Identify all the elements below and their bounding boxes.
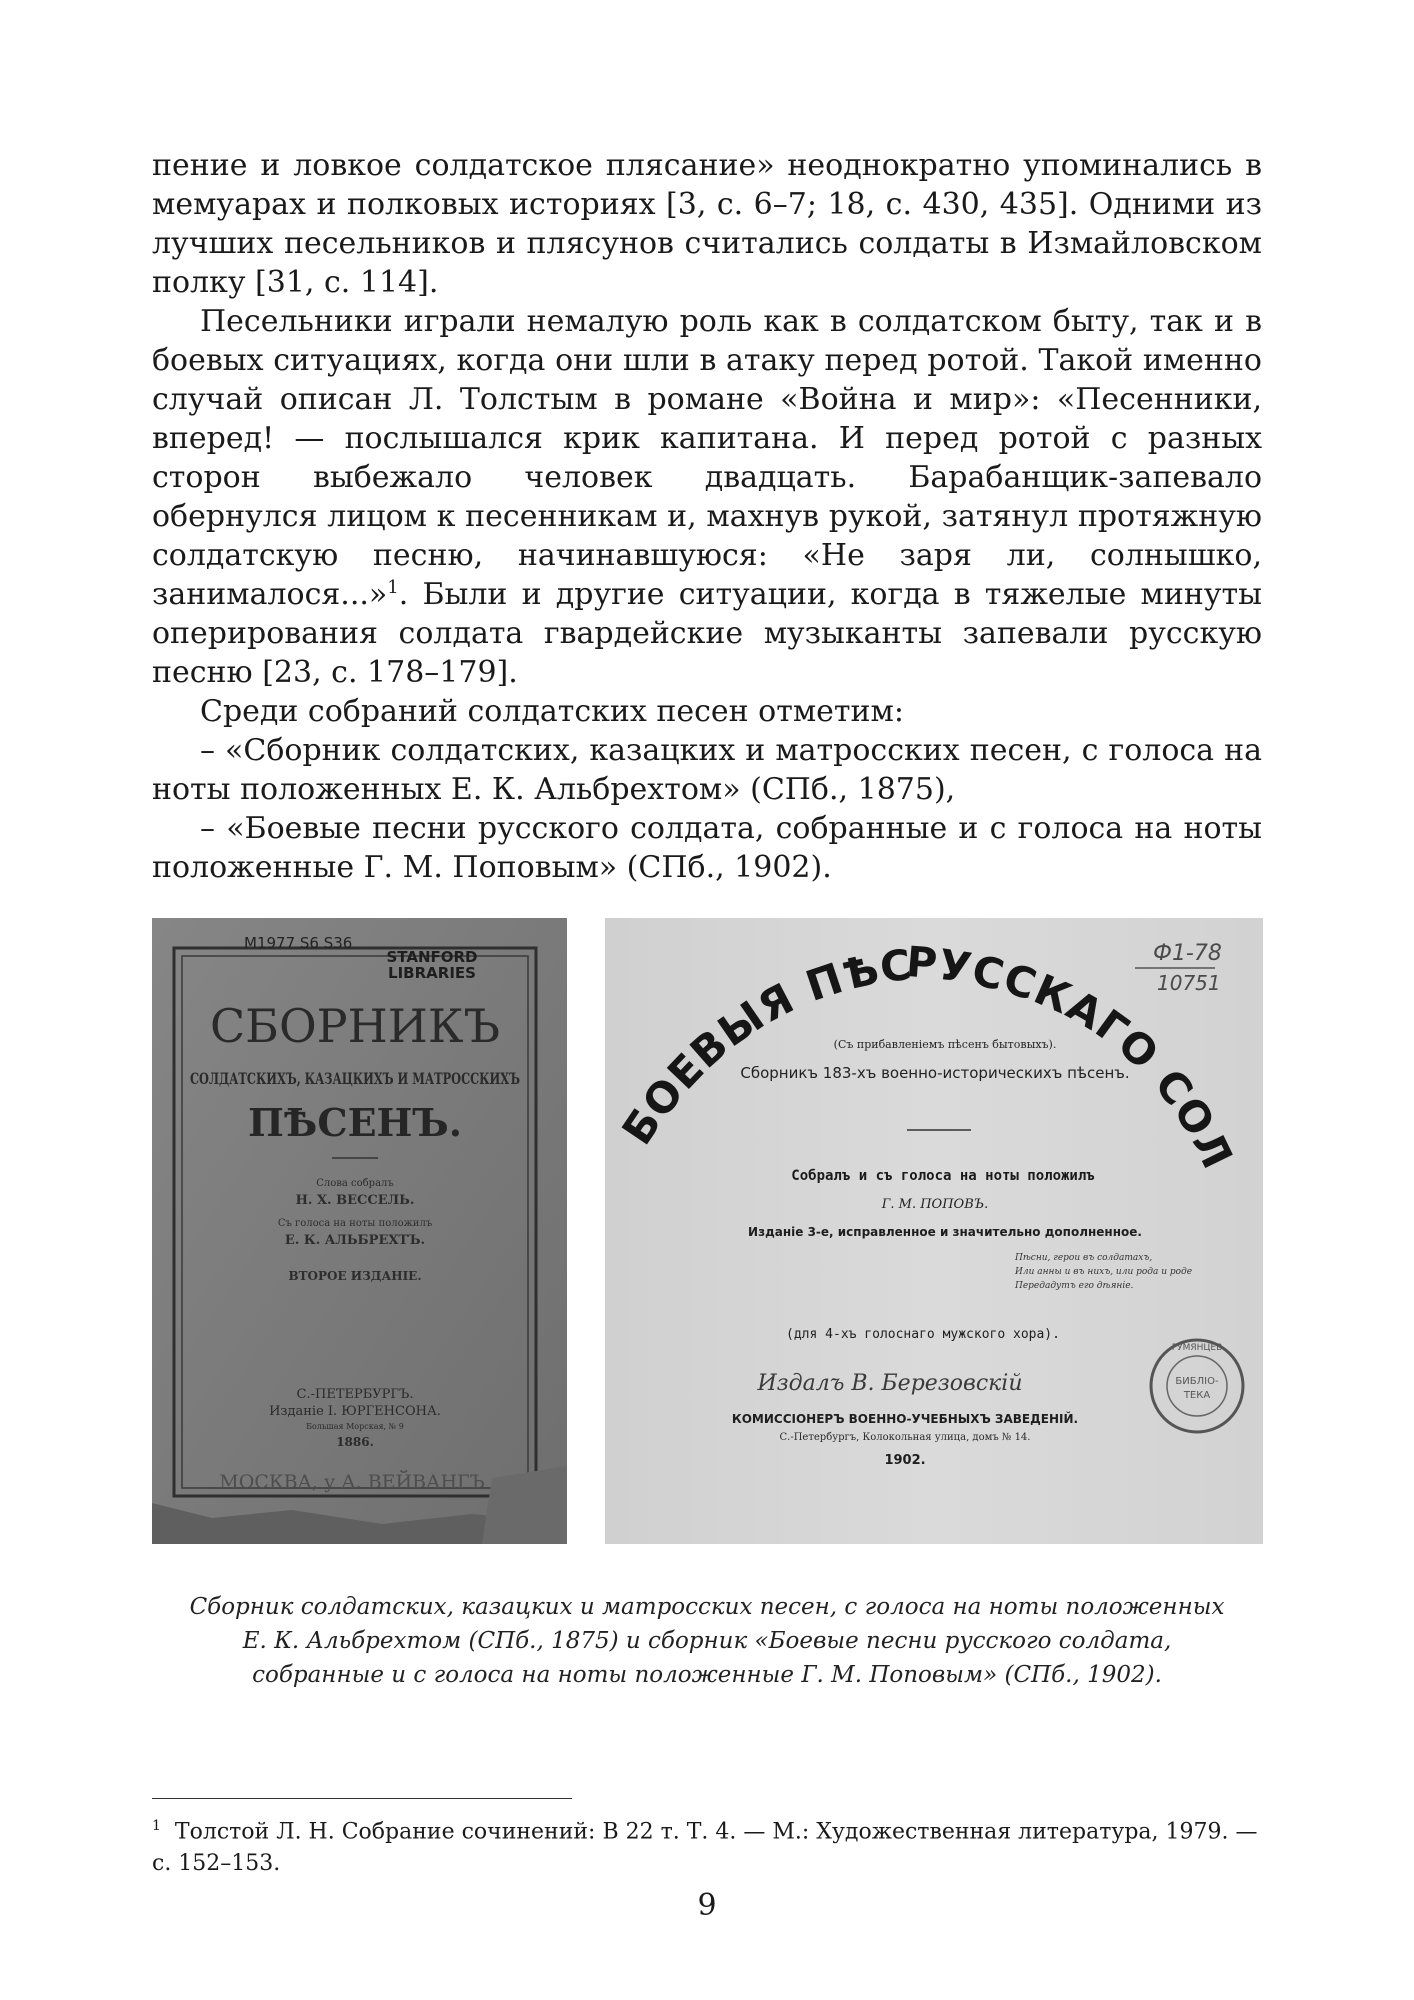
book-cover-albrecht (152, 918, 567, 1544)
cover-collected-by: Слова собралъ (316, 1178, 394, 1189)
footnote-reference[interactable]: 1 (387, 577, 399, 598)
libraries-label: LIBRARIES (388, 964, 476, 982)
cover-subtitle: СОЛДАТСКИХЪ, КАЗАЦКИХЪ И МАТРОССКИХЪ (190, 1069, 520, 1088)
cover-collector: Н. Х. ВЕССЕЛЬ. (295, 1193, 415, 1208)
cover-composer: Е. К. АЛЬБРЕХТЪ. (284, 1233, 426, 1248)
handwritten-number: 10751 (1157, 971, 1221, 995)
footnote-text: Толстой Л. Н. Собрание сочинений: В 22 т. Т. 4. — М.: Художественная литература, 1979. — с. 152–153. (152, 1819, 1258, 1877)
page-number: 9 (697, 1888, 717, 1923)
paragraph-3: Среди собраний солдатских песен отметим: (200, 694, 904, 729)
addition-line: (Съ прибавленіемъ пѣсенъ бытовыхъ). (833, 1038, 1057, 1051)
cover-bottom-stamp: МОСКВА, у А. ВЕЙВАНГЪ (219, 1471, 485, 1493)
svg-text:ТЕКА: ТЕКА (1183, 1390, 1211, 1401)
cover-notes-line: Съ голоса на ноты положилъ (277, 1218, 433, 1229)
footnote-separator (152, 1798, 572, 1799)
arc-title-left: БОЕВЫЯ ПѢС (612, 939, 915, 1154)
handwritten-shelfmark: Ф1-78 (1153, 941, 1222, 966)
cover-city: С.-ПЕТЕРБУРГЪ. (296, 1387, 414, 1402)
cover-title: СБОРНИКЪ (209, 999, 501, 1053)
choir-line: (для 4-хъ голоснаго мужского хора). (786, 1327, 1060, 1342)
stanford-label: STANFORD (386, 948, 478, 966)
cover-address: Большая Морская, № 9 (306, 1422, 404, 1431)
address-line: С.-Петербургъ, Колокольная улица, домъ № 14. (779, 1432, 1031, 1443)
footnote-mark: 1 (152, 1818, 161, 1834)
publisher-signature: Издалъ В. Березовскій (757, 1371, 1023, 1396)
title-page-popov (605, 918, 1263, 1544)
caption-line-2: Е. К. Альбрехтом (СПб., 1875) и сборник «Боевые песни русского солдата, (242, 1628, 1172, 1654)
arc-title-right: РУССКАГО СОЛ (904, 936, 1243, 1177)
collected-line: Собралъ и съ голоса на ноты положилъ (791, 1168, 1095, 1184)
collection-line: Сборникъ 183-хъ военно-историческихъ пѣсенъ. (740, 1064, 1130, 1082)
edition-line: Изданіе 3-е, исправленное и значительно дополненное. (748, 1225, 1142, 1239)
cover-year: 1886. (336, 1435, 374, 1449)
list-item: – «Боевые песни русского солдата, собранные и с голоса на ноты положенные Г. М. Поповым» (СПб., 1902). (152, 811, 1262, 885)
list-item: – «Сборник солдатских, казацких и матросских песен, с голоса на ноты положенных Е. К. Альбрехтом» (СПб., 1875), (152, 733, 1262, 807)
paragraph-2-main: Песельники играли немалую роль как в солдатском быту, так и в боевых ситуациях, когда они шли в атаку перед ротой. Такой именно случай описан Л. Толстым в романе «Война и мир»: «Песенники, вперед! — послышался крик капитана. И перед ротой с разных сторон выбежало человек двадцать. Барабанщик-запевало обернулся лицом к песенникам и, махнув рукой, затянул протяжную солдатскую песню, начинавшуюся: «Не заря ли, солнышко, занималося...» (152, 304, 1262, 612)
figure-caption (152, 1590, 1262, 1692)
library-stamp-text: M1977 S6 S36 (244, 934, 353, 952)
body-text (152, 146, 1262, 887)
epigraph-3: Передадутъ его дѣяніе. (1015, 1281, 1134, 1291)
cover-edition: ВТОРОЕ ИЗДАНІЕ. (288, 1269, 422, 1283)
commission-line: КОМИССІОНЕРЪ ВОЕННО-УЧЕБНЫХЪ ЗАВЕДЕНІЙ. (731, 1412, 1079, 1426)
cover-publisher: Изданіе I. ЮРГЕНСОНА. (269, 1404, 441, 1419)
paragraph-1: пение и ловкое солдатское плясание» неоднократно упоминались в мемуарах и полковых историях [3, с. 6–7; 18, с. 430, 435]. Одними из лучших песельников и плясунов считались солдаты в Измайловском полку [31, с. 114]. (152, 148, 1262, 300)
epigraph-1: Пѣсни, герои въ солдатахъ, (1015, 1253, 1153, 1263)
title-page-popov-image (605, 918, 1263, 1544)
caption-line-1: Сборник солдатских, казацких и матросских песен, с голоса на ноты положенных (189, 1594, 1225, 1620)
epigraph-2: Или анны и въ нихъ, или рода и роде (1015, 1267, 1193, 1277)
svg-text:РУМЯНЦЕВ: РУМЯНЦЕВ (1171, 1343, 1223, 1353)
svg-text:БИБЛІО-: БИБЛІО- (1175, 1376, 1219, 1387)
caption-line-3: собранные и с голоса на ноты положенные Г. М. Поповым» (СПб., 1902). (252, 1662, 1162, 1688)
year-line: 1902. (884, 1453, 926, 1468)
cover-songs: ПѢСЕНЪ. (247, 1100, 463, 1145)
footnote (152, 1810, 1262, 1880)
paragraph-2-tail: . Были и другие ситуации, когда в тяжелые минуты оперирования солдата гвардейские музыканты запевали русскую песню [23, с. 178–179]. (152, 577, 1262, 690)
author-line: Г. М. ПОПОВЪ. (881, 1197, 989, 1212)
book-cover-albrecht-image (152, 918, 567, 1544)
paragraph-2 (152, 302, 1262, 692)
